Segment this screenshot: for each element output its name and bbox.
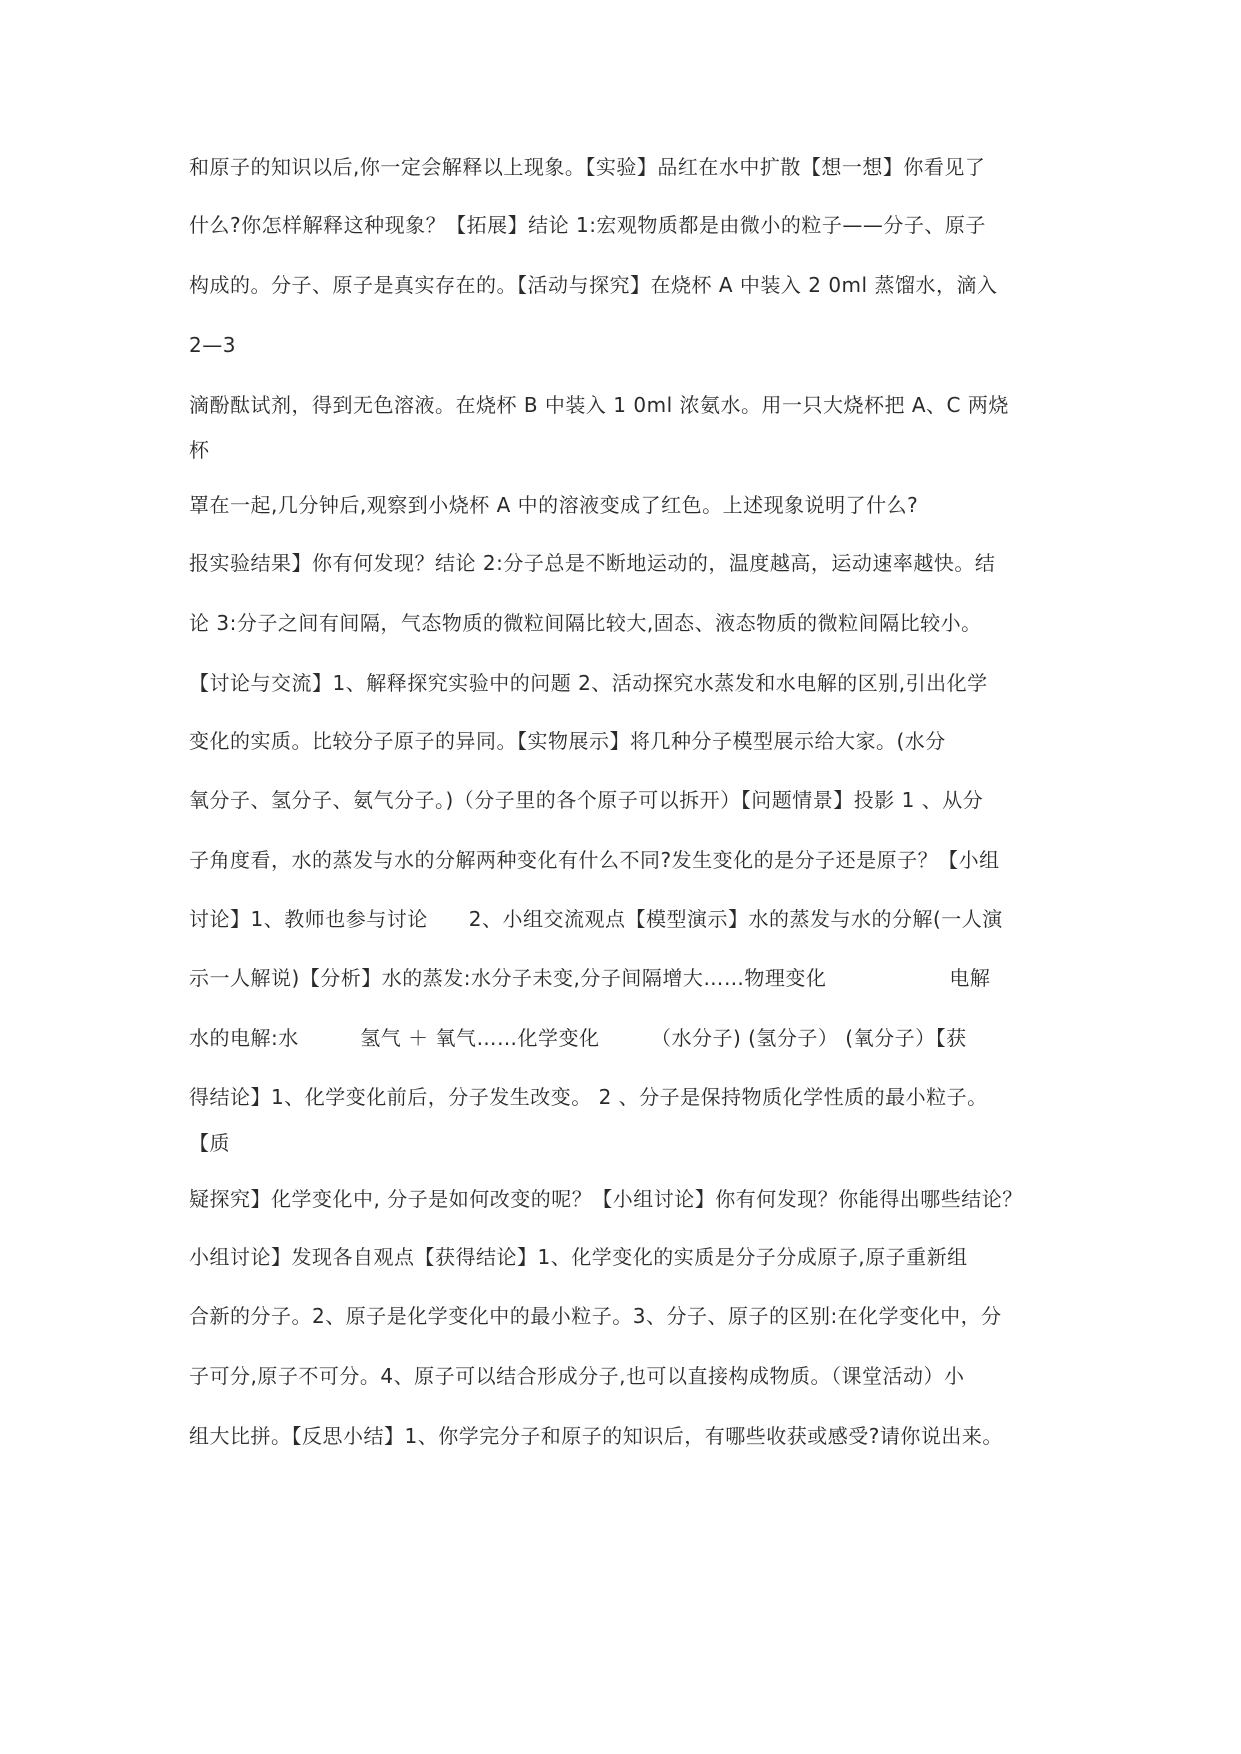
- text-line: 【讨论与交流】1、解释探究实验中的问题 2、活动探究水蒸发和水电解的区别,引出化学: [189, 671, 988, 695]
- text-line: 疑探究】化学变化中, 分子是如何改变的呢？【小组讨论】你有何发现？你能得出哪些结论？: [189, 1187, 1023, 1211]
- text-line: 杯: [189, 438, 210, 462]
- text-line: 2—3: [189, 333, 236, 357]
- text-line: 示一人解说)【分析】水的蒸发:水分子未变,分子间隔增大……物理变化 电解: [189, 966, 991, 990]
- text-line: 氧分子、氢分子、氨气分子。)（分子里的各个原子可以拆开）【问题情景】投影 1 、从分: [189, 788, 984, 812]
- text-line: 子角度看，水的蒸发与水的分解两种变化有什么不同?发生变化的是分子还是原子？【小组: [189, 848, 1000, 872]
- text-line: 论 3:分子之间有间隔，气态物质的微粒间隔比较大,固态、液态物质的微粒间隔比较小。: [189, 611, 982, 635]
- text-line: 子可分,原子不可分。4、原子可以结合形成分子,也可以直接构成物质。（课堂活动）小: [189, 1364, 965, 1388]
- text-line: 滴酚酞试剂，得到无色溶液。在烧杯 B 中装入 1 0ml 浓氨水。用一只大烧杯把 A、C 两烧: [189, 393, 1009, 417]
- text-line: 报实验结果】你有何发现？结论 2:分子总是不断地运动的，温度越高，运动速率越快。结: [189, 551, 996, 575]
- text-line: 组大比拼。【反思小结】1、你学完分子和原子的知识后，有哪些收获或感受?请你说出来。: [189, 1424, 1003, 1448]
- text-line: 变化的实质。比较分子原子的异同。【实物展示】将几种分子模型展示给大家。(水分: [189, 729, 946, 753]
- text-line: 水的电解:水 氢气 ＋ 氧气……化学变化 （水分子) (氢分子） (氧分子）【获: [189, 1026, 967, 1050]
- text-line: 合新的分子。2、原子是化学变化中的最小粒子。3、分子、原子的区别:在化学变化中，分: [189, 1304, 1002, 1328]
- text-line: 什么?你怎样解释这种现象？【拓展】结论 1:宏观物质都是由微小的粒子——分子、原子: [189, 213, 986, 237]
- text-line: 得结论】1、化学变化前后，分子发生改变。 2 、分子是保持物质化学性质的最小粒子。: [189, 1085, 988, 1109]
- text-line: 【质: [189, 1131, 230, 1155]
- text-line: 讨论】1、教师也参与讨论 2、小组交流观点【模型演示】水的蒸发与水的分解(一人演: [189, 907, 1003, 931]
- text-line: 罩在一起,几分钟后,观察到小烧杯 A 中的溶液变成了红色。上述现象说明了什么?: [189, 493, 919, 517]
- text-line: 构成的。分子、原子是真实存在的。【活动与探究】在烧杯 A 中装入 2 0ml 蒸馏水，滴入: [189, 273, 998, 297]
- text-line: 和原子的知识以后,你一定会解释以上现象。【实验】品红在水中扩散【想一想】你看见了: [189, 155, 986, 179]
- text-line: 小组讨论】发现各自观点【获得结论】1、化学变化的实质是分子分成原子,原子重新组: [189, 1245, 968, 1269]
